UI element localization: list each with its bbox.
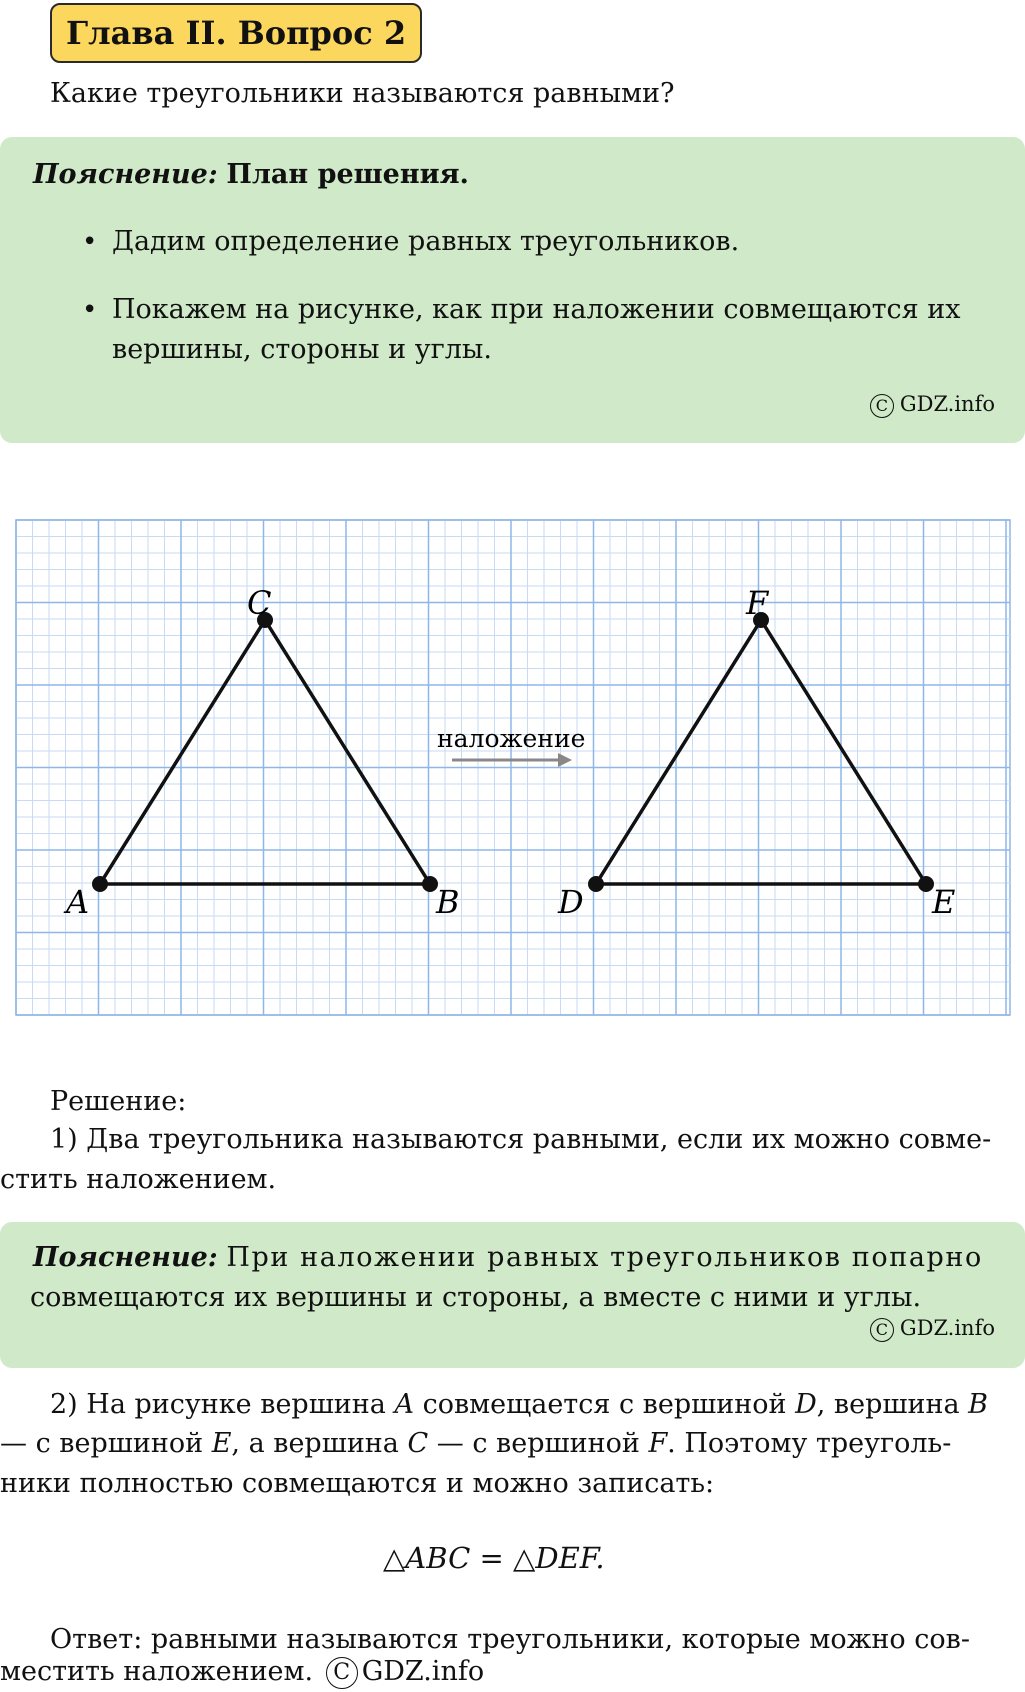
copyright-text: GDZ.info (899, 1316, 995, 1340)
vertex-d-ref: D (795, 1389, 817, 1420)
label-a: A (66, 883, 90, 921)
plan-title: План решения. (226, 159, 469, 190)
answer-line2 (0, 1652, 484, 1692)
vertex-b-ref: B (968, 1389, 988, 1420)
vertex-d-point (588, 876, 604, 892)
plan-bullet-2-line-2: вершины, стороны и углы. (112, 334, 492, 365)
vertex-a-point (92, 876, 108, 892)
copyright-text: GDZ.info (361, 1656, 485, 1687)
solution-step1-line2: стить наложением. (0, 1164, 277, 1195)
note-line1 (33, 1238, 983, 1278)
step2-text: совмещается с вершиной (413, 1389, 796, 1420)
copyright-1 (870, 392, 995, 418)
question-text: Какие треугольники называются равными? (50, 78, 675, 109)
step2-line2 (0, 1424, 951, 1464)
bullet-dot-2: • (82, 295, 98, 325)
vertex-c-ref: C (407, 1428, 429, 1459)
triangles-figure (0, 510, 1025, 1030)
formula: △ABC = △DEF. (383, 1541, 605, 1575)
copyright-text: GDZ.info (899, 392, 995, 416)
answer-line1: Ответ: равными называются треугольники, которые можно сов- (50, 1624, 970, 1655)
note-label: Пояснение: (33, 1242, 218, 1273)
note-text-1: При наложении равных треугольников попарно (226, 1242, 983, 1273)
vertex-a-ref: A (394, 1389, 414, 1420)
arrow-label: наложение (437, 724, 586, 753)
grid-paper (16, 520, 1010, 1015)
copyright-icon: C (870, 394, 894, 418)
step2-text: — с вершиной (428, 1428, 649, 1459)
bullet-dot-1: • (82, 227, 98, 257)
copyright-2 (870, 1316, 995, 1342)
copyright-icon: C (326, 1657, 358, 1689)
step2-text: 2) На рисунке вершина (50, 1389, 395, 1420)
plan-label: Пояснение: (33, 159, 218, 190)
copyright-icon: C (870, 1318, 894, 1342)
step2-line1 (50, 1385, 988, 1425)
plan-bullet-1: Дадим определение равных треугольников. (112, 226, 740, 257)
step2-text: . Поэтому треуголь- (667, 1428, 952, 1459)
note-line2: совмещаются их вершины и стороны, а вместе с ними и углы. (30, 1282, 922, 1313)
vertex-f-ref: F (648, 1428, 668, 1459)
solution-heading: Решение: (50, 1086, 187, 1117)
label-c: C (247, 584, 272, 622)
step2-line3: ники полностью совмещаются и можно записать: (0, 1468, 715, 1499)
label-d: D (558, 883, 584, 921)
vertex-e-ref: E (211, 1428, 232, 1459)
solution-step1-line1: 1) Два треугольника называются равными, если их можно совме- (50, 1124, 992, 1155)
step2-text: , а вершина (231, 1428, 408, 1459)
plan-bullet-2-line-1: Покажем на рисунке, как при наложении совмещаются их (112, 294, 961, 325)
plan-heading (33, 155, 469, 195)
step2-text: — с вершиной (0, 1428, 212, 1459)
answer-text: местить наложением. (0, 1656, 314, 1687)
label-b: B (436, 883, 460, 921)
label-f: F (746, 584, 769, 622)
step2-text: , вершина (816, 1389, 969, 1420)
overlay-arrow (437, 724, 585, 767)
page-title: Глава II. Вопрос 2 (50, 3, 422, 63)
label-e: E (932, 883, 956, 921)
